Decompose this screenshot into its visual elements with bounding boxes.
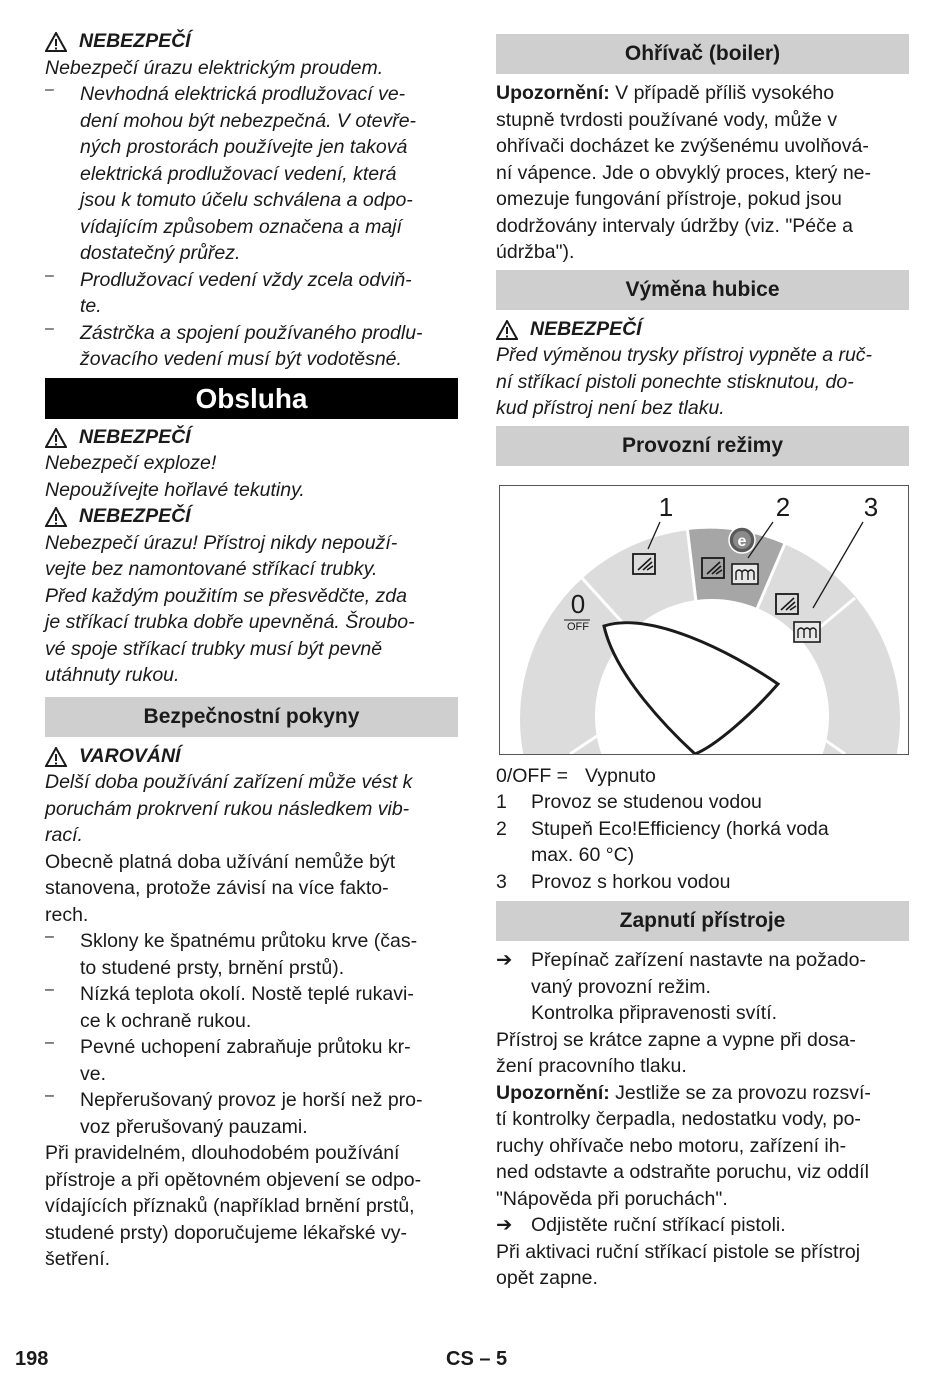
- paragraph-line: šetření.: [45, 1248, 111, 1270]
- warning-heading: [45, 743, 458, 770]
- section-heading-zapnuti: Zapnutí přístroje: [496, 901, 909, 941]
- list-item-line: Nízká teplota okolí. Nostě teplé rukavi-: [80, 983, 414, 1005]
- list-item-line: elektrická prodlužovací vedení, která: [80, 162, 397, 185]
- section-page-label: CS – 5: [446, 1348, 508, 1370]
- danger-text: vé spoje stříkací trubky musí být pevně: [45, 637, 383, 660]
- dash-marker: –: [45, 81, 54, 98]
- dash-marker: –: [45, 981, 54, 998]
- legend-value: Vypnuto: [585, 764, 656, 787]
- instruction-line: Přepínač zařízení nastavte na požado-: [531, 949, 866, 971]
- left-column: [45, 28, 458, 1273]
- list-item: [45, 320, 458, 373]
- paragraph-line: rech.: [45, 903, 89, 926]
- paragraph-line: stupně tvrdosti používané vody, může v: [496, 108, 838, 131]
- instruction-step: [496, 947, 909, 1027]
- warning-text: Delší doba používání zařízení může vést k: [45, 771, 413, 793]
- list-item-line: te.: [80, 295, 102, 317]
- danger-text: kud přístroj není bez tlaku.: [496, 397, 725, 419]
- section-heading-obsluha: Obsluha: [45, 378, 458, 419]
- danger-text: utáhnuty rukou.: [45, 664, 180, 686]
- section-heading-bezpecnostni: Bezpečnostní pokyny: [45, 697, 458, 737]
- list-item-line: žovacího vedení musí být vodotěsné.: [80, 348, 402, 370]
- danger-text: Před každým použitím se přesvědčte, zda: [45, 584, 407, 607]
- warning-text: poruchám prokrvení rukou následkem vib-: [45, 797, 410, 820]
- legend-key: 3: [496, 870, 507, 893]
- list-item-line: ve.: [80, 1062, 107, 1085]
- eco-symbol: e: [737, 532, 747, 550]
- list-item-line: Zástrčka a spojení používaného prodlu-: [80, 321, 423, 344]
- danger-text: ní stříkací pistoli ponechte stisknutou, do-: [496, 370, 854, 393]
- paragraph-line: omezuje fungování přístroje, pokud jsou: [496, 188, 842, 210]
- list-item-line: Nevhodná elektrická prodlužovací ve-: [80, 83, 406, 105]
- warning-text: rací.: [45, 824, 83, 846]
- paragraph-line: přístroje a při opětovném objevení se odpo-: [45, 1168, 422, 1191]
- list-item: [45, 1034, 458, 1087]
- section-heading-boiler: Ohřívač (boiler): [496, 34, 909, 74]
- page-number: 198: [15, 1348, 49, 1370]
- dash-marker: –: [45, 1034, 54, 1051]
- danger-title: NEBEZPEČÍ: [79, 425, 191, 448]
- list-item-line: Prodlužovací vedení vždy zcela odviň-: [80, 268, 412, 291]
- paragraph-line: tí kontrolky čerpadla, nedostatku vody, po-: [496, 1108, 861, 1130]
- paragraph-line: [496, 1080, 909, 1107]
- mode-dial-illustration: [500, 486, 908, 754]
- danger-text: Nepoužívejte hořlavé tekutiny.: [45, 478, 305, 501]
- mode-label-1: 1: [658, 491, 674, 522]
- right-column: [496, 28, 909, 1292]
- list-item-line: voz přerušovaný pauzami.: [80, 1115, 308, 1138]
- danger-heading: [45, 503, 458, 530]
- list-item-line: Sklony ke špatnému průtoku krve (čas-: [80, 930, 418, 952]
- paragraph-line: dodržovány intervaly údržby (viz. "Péče a: [496, 214, 853, 237]
- list-item-line: to studené prsty, brnění prstů).: [80, 956, 345, 979]
- arrow-icon: ➔: [496, 1214, 513, 1236]
- paragraph-line: "Nápověda při poruchách".: [496, 1187, 728, 1210]
- instruction-line: vaný provozní režim.: [531, 975, 711, 998]
- paragraph-line: žení pracovního tlaku.: [496, 1055, 687, 1077]
- list-item: [45, 981, 458, 1034]
- paragraph-line: údržba").: [496, 241, 575, 263]
- dash-marker: –: [45, 928, 54, 945]
- legend-key: 2: [496, 817, 507, 840]
- list-item-line: ce k ochraně rukou.: [80, 1009, 252, 1032]
- paragraph-line: vídajících příznaků (například brnění prstů,: [45, 1195, 415, 1217]
- hot-water-heater-icon: [794, 622, 820, 642]
- list-item-line: dostatečný průřez.: [80, 242, 241, 264]
- note-label: Upozornění:: [496, 1081, 610, 1104]
- list-item: [45, 928, 458, 981]
- danger-text: vejte bez namontované stříkací trubky.: [45, 558, 378, 580]
- eco-heater-icon: [732, 564, 758, 584]
- note-label: Upozornění:: [496, 82, 610, 104]
- list-item: [45, 267, 458, 320]
- paragraph-line: Při aktivaci ruční stříkací pistole se přístroj: [496, 1240, 861, 1263]
- danger-heading: [45, 28, 458, 55]
- danger-title: NEBEZPEČÍ: [79, 505, 191, 527]
- list-item-line: Pevné uchopení zabraňuje průtoku kr-: [80, 1036, 411, 1058]
- paragraph-line: Při pravidelném, dlouhodobém používání: [45, 1142, 400, 1164]
- legend-value: max. 60 °C): [531, 844, 635, 866]
- dash-marker: –: [45, 266, 54, 284]
- section-heading-hubice: Výměna hubice: [496, 270, 909, 310]
- instruction-step: [496, 1212, 909, 1239]
- paragraph-line: Obecně platná doba užívání nemůže být: [45, 850, 396, 873]
- list-item-line: jsou k tomuto účelu schválena a odpo-: [80, 189, 413, 211]
- danger-heading: [45, 424, 458, 451]
- danger-text: Nebezpečí exploze!: [45, 452, 217, 474]
- legend-row: [496, 789, 909, 816]
- mode-label-off: OFF: [567, 620, 589, 633]
- list-item-line: dení mohou být nebezpečná. V otevře-: [80, 109, 417, 132]
- legend-value: Provoz se studenou vodou: [531, 791, 762, 813]
- danger-text: Před výměnou trysky přístroj vypněte a ruč-: [496, 344, 873, 366]
- paragraph-line: Přístroj se krátce zapne a vypne při dosa-: [496, 1028, 856, 1051]
- legend-row: [496, 842, 909, 869]
- instruction-line: Odjistěte ruční stříkací pistoli.: [531, 1214, 786, 1236]
- danger-text: je stříkací trubka dobře upevněná. Šroubo-: [45, 611, 415, 633]
- note-text: V případě příliš vysokého: [609, 82, 835, 104]
- legend-key: 1: [496, 791, 507, 813]
- list-item: [45, 81, 458, 267]
- note-text: Jestliže se za provozu rozsví-: [609, 1081, 871, 1104]
- mode-label-2: 2: [775, 491, 791, 522]
- dash-marker: –: [45, 1087, 54, 1104]
- arrow-icon: ➔: [496, 949, 513, 971]
- warning-triangle-icon: [45, 507, 67, 527]
- eco-efficiency-icon: [729, 527, 755, 553]
- paragraph-line: [496, 80, 909, 107]
- paragraph-line: studené prsty) doporučujeme lékařské vy-: [45, 1221, 407, 1244]
- legend-key: 0/OFF =: [496, 764, 569, 787]
- mode-selector-figure: [499, 485, 909, 755]
- list-item-line: ných prostorách používejte jen taková: [80, 136, 408, 158]
- mode-label-3: 3: [863, 491, 879, 522]
- mode-label-0: 0: [570, 588, 586, 619]
- legend-row: [496, 763, 909, 790]
- danger-text: Nebezpečí úrazu! Přístroj nikdy nepouží-: [45, 531, 398, 554]
- danger-heading: [496, 316, 909, 343]
- warning-triangle-icon: [45, 428, 67, 448]
- warning-triangle-icon: [496, 320, 518, 340]
- danger-title: NEBEZPEČÍ: [530, 317, 642, 340]
- paragraph-line: ruchy ohřívače nebo motoru, zařízení ih-: [496, 1134, 847, 1157]
- paragraph-line: ní vápence. Jde o obvyklý proces, který ne-: [496, 161, 872, 184]
- paragraph-line: ohřívači docházet ke zvýšenému uvolňová-: [496, 135, 869, 157]
- list-item: [45, 1087, 458, 1140]
- warning-title: VAROVÁNÍ: [79, 744, 181, 767]
- legend-key: [496, 842, 531, 869]
- danger-text: Nebezpečí úrazu elektrickým proudem.: [45, 56, 384, 79]
- dash-marker: –: [45, 319, 54, 337]
- legend-value: Provoz s horkou vodou: [531, 870, 731, 893]
- list-item-line: Nepřerušovaný provoz je horší než pro-: [80, 1089, 423, 1111]
- section-heading-rezimy: Provozní režimy: [496, 426, 909, 466]
- paragraph-line: opět zapne.: [496, 1267, 598, 1289]
- list-item-line: vídajícím způsobem označena a mají: [80, 215, 402, 238]
- paragraph-line: ned odstavte a odstraňte poruchu, viz oddíl: [496, 1161, 869, 1183]
- warning-triangle-icon: [45, 32, 67, 52]
- warning-triangle-icon: [45, 747, 67, 767]
- legend-row: [496, 816, 909, 843]
- legend-value: Stupeň Eco!Efficiency (horká voda: [531, 817, 829, 840]
- legend-row: [496, 869, 909, 896]
- instruction-line: Kontrolka připravenosti svítí.: [531, 1002, 778, 1024]
- danger-title: NEBEZPEČÍ: [79, 30, 191, 52]
- paragraph-line: stanovena, protože závisí na více fakto-: [45, 877, 389, 899]
